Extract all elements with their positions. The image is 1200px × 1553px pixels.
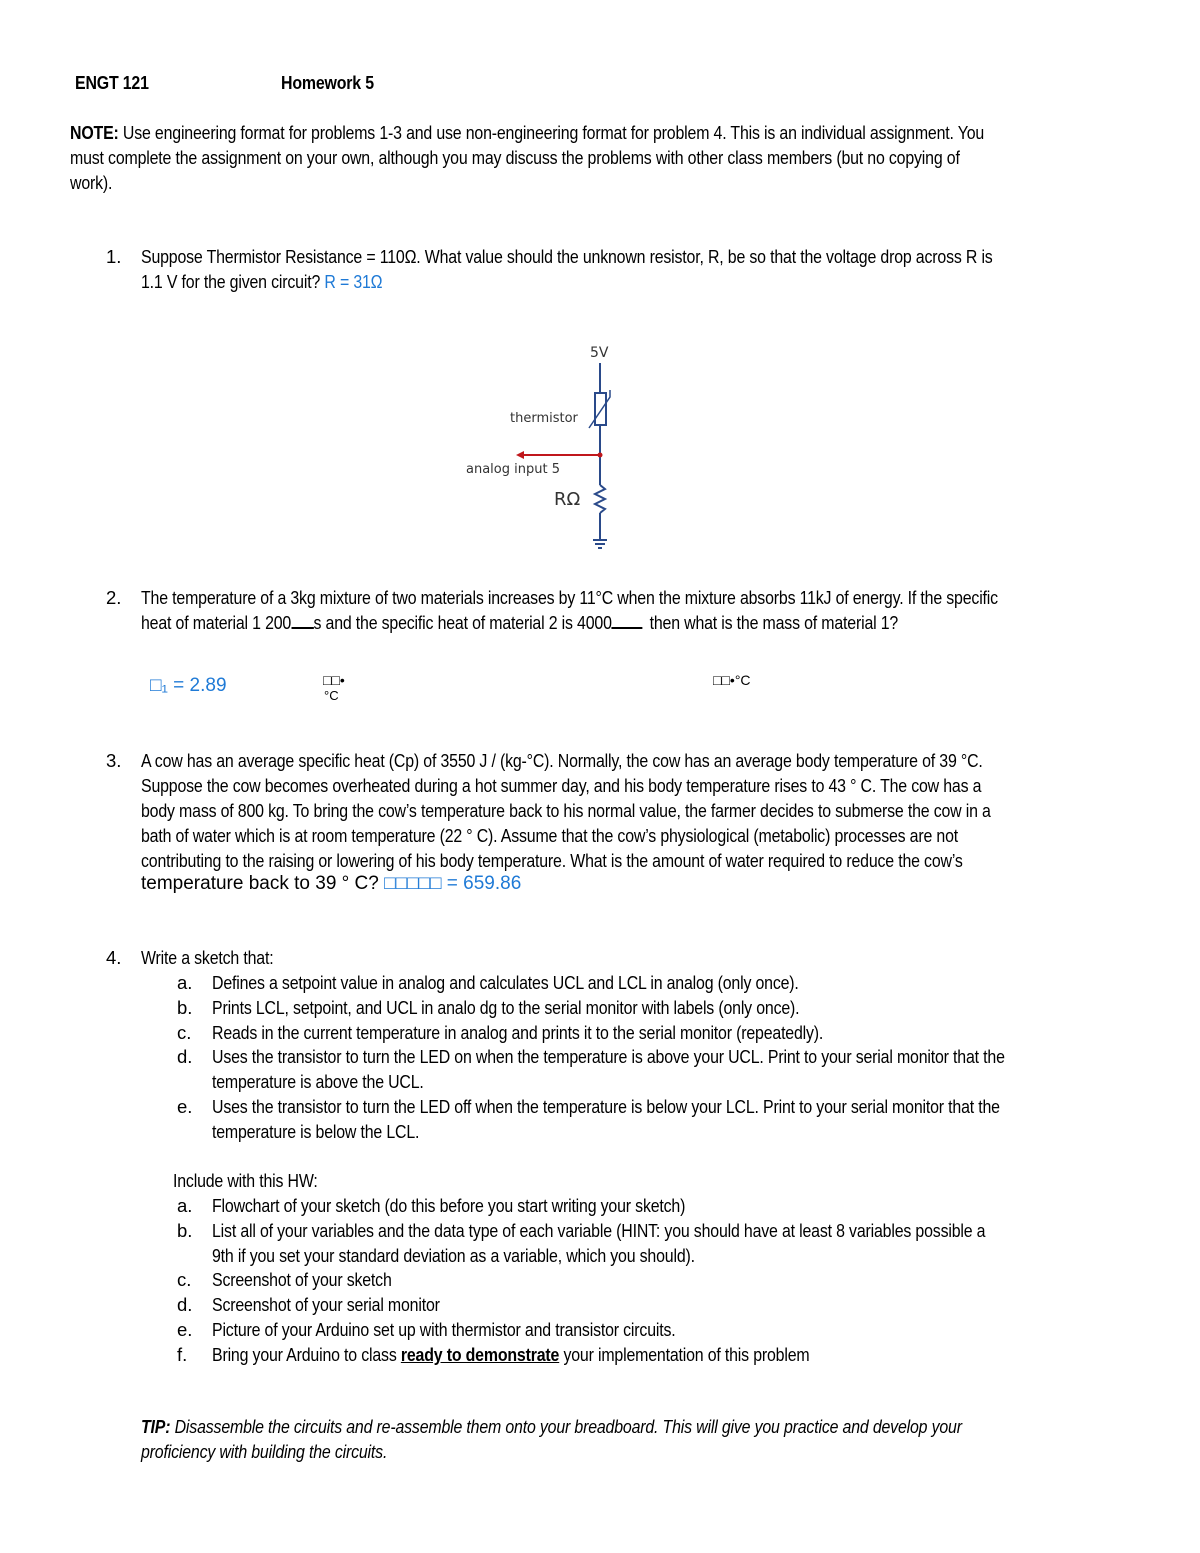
problem-1-text bbox=[141, 271, 382, 293]
problem-number: 4. bbox=[106, 947, 122, 968]
list-letter: e. bbox=[177, 1319, 193, 1340]
emphasis: ready to demonstrate bbox=[400, 1344, 560, 1365]
problem-number: 2. bbox=[106, 587, 122, 608]
list-letter: c. bbox=[177, 1269, 192, 1291]
tip-line: proficiency with building the circuits. bbox=[141, 1441, 388, 1462]
note-line bbox=[70, 122, 984, 144]
problem-3-text: A cow has an average specific heat (Cp) of 3550 J / (kg-°C). Normally, the cow has an average body temperature of 39 °C. bbox=[141, 750, 983, 771]
list-item-text: temperature is above the UCL. bbox=[212, 1071, 424, 1093]
text: your implementation of this problem bbox=[559, 1344, 810, 1365]
list-item-text: Uses the transistor to turn the LED off when the temperature is below your LCL. Print to your serial monitor that the bbox=[212, 1096, 1000, 1117]
problem-1-answer: R = 31Ω bbox=[324, 271, 383, 292]
list-item-text: temperature is below the LCL. bbox=[212, 1120, 420, 1142]
list-letter: b. bbox=[177, 996, 193, 1018]
list-item-text: Uses the transistor to turn the LED on when the temperature is above your UCL. Print to your serial monitor that the bbox=[212, 1046, 1005, 1068]
text: then what is the mass of material 1? bbox=[649, 612, 899, 633]
problem-4-intro: Write a sketch that: bbox=[141, 947, 274, 968]
list-letter: a. bbox=[177, 1195, 193, 1216]
course-code: ENGT 121 bbox=[75, 72, 149, 93]
list-item-text: Flowchart of your sketch (do this before you start writing your sketch) bbox=[212, 1195, 686, 1216]
note-line: must complete the assignment on your own, although you may discuss the problems with other class members (but no copying of bbox=[70, 147, 960, 168]
arrow-icon bbox=[516, 451, 524, 459]
problem-3-text: Suppose the cow becomes overheated during a hot summer day, and his body temperature rises to 43 ° C. The cow has a bbox=[141, 775, 982, 796]
problem-3-text: contributing to the raising or lowering of his body temperature. What is the amount of water required to reduce the cow’s bbox=[141, 850, 963, 871]
supply-label: 5V bbox=[590, 345, 609, 361]
list-item-text: Prints LCL, setpoint, and UCL in analo dg to the serial monitor with labels (only once). bbox=[212, 996, 800, 1018]
list-item-text: Screenshot of your sketch bbox=[212, 1269, 392, 1291]
problem-3-answer: □□□□□ = 659.86 bbox=[384, 873, 522, 894]
problem-number: 3. bbox=[106, 750, 122, 771]
unit-fragment: □□• bbox=[323, 672, 345, 688]
list-item-text: Reads in the current temperature in analog and prints it to the serial monitor (repeatedly). bbox=[212, 1021, 824, 1043]
text: Bring your Arduino to class bbox=[212, 1344, 401, 1365]
problem-number: 1. bbox=[106, 246, 122, 267]
deliverable-item bbox=[212, 1344, 809, 1366]
thermistor-label: thermistor bbox=[510, 411, 578, 426]
note-text: Use engineering format for problems 1-3 and use non-engineering format for problem 4. This is an individual assignment. You bbox=[118, 122, 985, 143]
problem-3-text bbox=[141, 873, 521, 895]
list-item-text: Screenshot of your serial monitor bbox=[212, 1294, 440, 1316]
include-heading: Include with this HW: bbox=[173, 1170, 318, 1191]
note-line: work). bbox=[70, 172, 113, 193]
list-item-text: 9th if you set your standard deviation as a variable, which you should). bbox=[212, 1244, 695, 1266]
resistor-label: RΩ bbox=[554, 489, 581, 510]
text: temperature back to 39 ° C? bbox=[141, 873, 385, 894]
ground-icon bbox=[593, 540, 607, 548]
list-letter: d. bbox=[177, 1294, 193, 1316]
unit-fragment: °C bbox=[324, 688, 339, 703]
note-label: NOTE: bbox=[70, 122, 119, 143]
problem-3-text: body mass of 800 kg. To bring the cow’s temperature back to his normal value, the farmer decides to submerse the cow in a bbox=[141, 800, 991, 821]
list-letter: e. bbox=[177, 1096, 193, 1117]
list-item-text: Defines a setpoint value in analog and calculates UCL and LCL in analog (only once). bbox=[212, 972, 799, 993]
homework-title: Homework 5 bbox=[281, 72, 374, 93]
list-letter: f. bbox=[177, 1344, 188, 1365]
list-letter: a. bbox=[177, 972, 193, 993]
problem-2-answer: □₁ = 2.89 bbox=[150, 675, 227, 696]
thermistor-symbol bbox=[595, 393, 606, 425]
problem-3-text: bath of water which is at room temperature (22 ° C). Assume that the cow’s physiological (metabolic) processes are not bbox=[141, 825, 959, 846]
tip-label: TIP: bbox=[141, 1416, 171, 1437]
tip-text: Disassemble the circuits and re-assemble them onto your breadboard. This will give you practice and develop your bbox=[170, 1416, 962, 1437]
problem-1-text: Suppose Thermistor Resistance = 110Ω. What value should the unknown resistor, R, be so that the voltage drop across R is bbox=[141, 246, 993, 267]
problem-1-text-end: 1.1 V for the given circuit? bbox=[141, 271, 325, 292]
text: s and the specific heat of material 2 is 4000 bbox=[313, 612, 612, 633]
problem-2-text bbox=[141, 612, 898, 634]
list-item-text: List all of your variables and the data type of each variable (HINT: you should have at least 8 variables possible a bbox=[212, 1219, 986, 1241]
list-letter: b. bbox=[177, 1219, 193, 1241]
tip-line bbox=[141, 1416, 962, 1438]
junction bbox=[598, 453, 603, 458]
problem-2-text: The temperature of a 3kg mixture of two materials increases by 11°C when the mixture absorbs 11kJ of energy. If the specific bbox=[141, 587, 998, 608]
analog-input-label: analog input 5 bbox=[466, 462, 560, 477]
text: heat of material 1 200 bbox=[141, 612, 292, 633]
list-letter: d. bbox=[177, 1046, 193, 1068]
unit-fragment: □□•°C bbox=[713, 672, 751, 688]
resistor-symbol bbox=[595, 485, 605, 513]
thermistor-circuit-diagram bbox=[450, 330, 670, 560]
list-letter: c. bbox=[177, 1021, 192, 1043]
list-item-text: Picture of your Arduino set up with thermistor and transistor circuits. bbox=[212, 1319, 676, 1340]
